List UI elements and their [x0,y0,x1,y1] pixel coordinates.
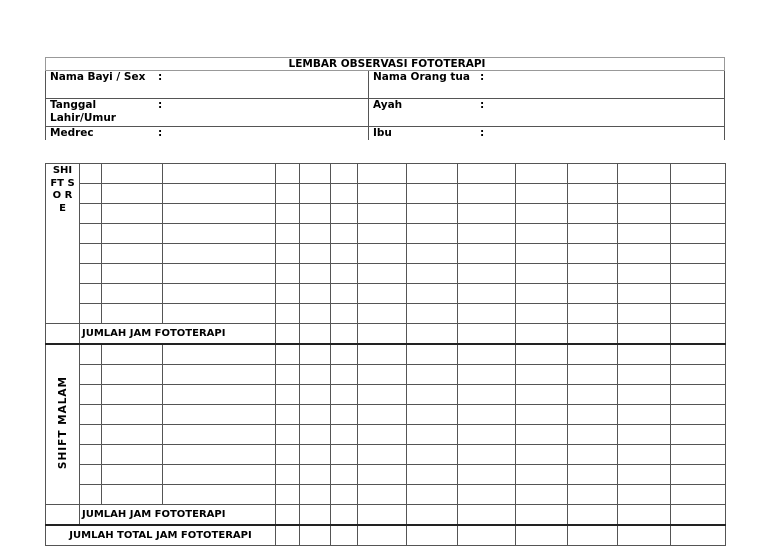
grid-cell[interactable] [276,304,300,324]
grid-cell[interactable] [618,465,671,485]
grid-cell[interactable] [458,304,516,324]
grid-cell[interactable] [458,284,516,304]
grid-cell[interactable] [618,385,671,405]
grid-cell[interactable] [671,525,726,546]
table-row [46,445,726,465]
grid-cell[interactable] [407,525,458,546]
grid-cell[interactable] [458,164,516,184]
grid-cell[interactable] [568,525,618,546]
field-label: Nama Bayi / Sex [50,71,146,83]
grid-cell[interactable] [618,344,671,365]
grid-cell[interactable] [358,425,407,445]
grid-cell[interactable] [358,264,407,284]
grid-cell[interactable] [102,365,163,385]
table-row [46,344,726,365]
grid-cell[interactable] [163,224,276,244]
grid-cell[interactable] [516,344,568,365]
grid-cell[interactable] [458,485,516,505]
grid-cell[interactable] [276,244,300,264]
grid-cell[interactable] [331,284,358,304]
grid-cell[interactable] [358,244,407,264]
grid-cell[interactable] [331,445,358,465]
grid-cell[interactable] [358,505,407,526]
grid-cell[interactable] [276,344,300,365]
grid-cell[interactable] [300,465,331,485]
grid-cell[interactable] [358,445,407,465]
grid-cell[interactable] [358,525,407,546]
grid-cell[interactable] [358,405,407,425]
table-row [46,365,726,385]
grid-cell[interactable] [80,304,102,324]
grid-cell[interactable] [671,264,726,284]
grid-cell[interactable] [568,304,618,324]
grid-cell[interactable] [458,405,516,425]
grid-cell[interactable] [276,365,300,385]
grid-cell[interactable] [407,505,458,526]
grid-cell[interactable] [80,365,102,385]
grid-cell[interactable] [276,445,300,465]
grid-cell[interactable] [300,264,331,284]
grid-cell[interactable] [163,425,276,445]
grid-cell[interactable] [102,304,163,324]
field-nama-orang-tua[interactable] [369,71,725,99]
grid-cell[interactable] [358,204,407,224]
grid-cell[interactable] [358,184,407,204]
grid-cell[interactable] [671,204,726,224]
grid-cell[interactable] [80,184,102,204]
grid-cell[interactable] [102,425,163,445]
grid-cell[interactable] [300,224,331,244]
grid-cell[interactable] [516,224,568,244]
grid-cell[interactable] [300,184,331,204]
grid-cell[interactable] [671,505,726,526]
grid-cell[interactable] [331,505,358,526]
table-row [46,204,726,224]
field-colon: : [158,99,163,111]
grid-cell[interactable] [276,425,300,445]
header-table [45,57,725,140]
grid-cell[interactable] [407,344,458,365]
grid-cell[interactable] [516,385,568,405]
grid-cell[interactable] [102,164,163,184]
grid-cell[interactable] [516,405,568,425]
grid-cell[interactable] [300,485,331,505]
grid-cell[interactable] [276,204,300,224]
grid-cell[interactable] [407,244,458,264]
sum-row-sore [46,324,726,345]
grid-cell[interactable] [163,485,276,505]
grid-cell[interactable] [163,405,276,425]
grid-cell[interactable] [671,465,726,485]
grid-cell[interactable] [331,164,358,184]
grid-cell[interactable] [276,264,300,284]
grid-cell[interactable] [458,465,516,485]
grid-cell[interactable] [618,244,671,264]
field-medrec[interactable] [46,127,369,141]
grid-cell[interactable] [358,365,407,385]
grid-cell[interactable] [276,485,300,505]
grid-cell[interactable] [407,264,458,284]
grid-cell[interactable] [80,244,102,264]
grid-cell[interactable] [163,445,276,465]
shift-sore-label: SHI FT SO RE [46,164,80,324]
grid-cell[interactable] [618,365,671,385]
grid-cell[interactable] [407,284,458,304]
grid-cell[interactable] [568,324,618,345]
grid-cell[interactable] [568,164,618,184]
grid-cell[interactable] [358,485,407,505]
grid-cell[interactable] [407,224,458,244]
grid-cell[interactable] [516,244,568,264]
field-label: Tanggal Lahir/Umur [50,99,116,124]
grid-cell[interactable] [618,184,671,204]
grid-cell[interactable] [516,485,568,505]
form-title: LEMBAR OBSERVASI FOTOTERAPI [46,58,725,71]
field-label: Ibu [373,127,392,139]
grid-cell[interactable] [80,425,102,445]
grid-cell[interactable] [671,304,726,324]
grid-cell[interactable] [80,204,102,224]
grid-cell[interactable] [407,164,458,184]
grid-cell[interactable] [102,445,163,465]
sum-label-sore: JUMLAH JAM FOTOTERAPI [80,324,276,345]
grid-cell[interactable] [102,224,163,244]
grid-cell[interactable] [516,425,568,445]
grid-cell[interactable] [331,405,358,425]
grid-cell[interactable] [458,224,516,244]
field-label: Nama Orang tua [373,71,470,83]
grid-cell[interactable] [102,385,163,405]
grid-cell[interactable] [80,485,102,505]
grid-cell[interactable] [276,184,300,204]
grid-cell[interactable] [331,224,358,244]
grid-cell[interactable] [671,164,726,184]
grid-cell[interactable] [407,204,458,224]
grid-cell[interactable] [618,224,671,244]
grid-cell[interactable] [407,365,458,385]
grid-cell[interactable] [331,304,358,324]
grid-cell[interactable] [671,385,726,405]
table-row [46,184,726,204]
grid-cell[interactable] [300,525,331,546]
grid-cell[interactable] [618,304,671,324]
grid-cell[interactable] [102,485,163,505]
grid-cell[interactable] [568,244,618,264]
grid-cell[interactable] [331,525,358,546]
grid-cell[interactable] [163,465,276,485]
grid-cell[interactable] [163,164,276,184]
grid-cell[interactable] [102,465,163,485]
field-label: Ayah [373,99,403,111]
grid-cell[interactable] [331,324,358,345]
shift-malam-label [46,344,80,505]
table-row [46,465,726,485]
grid-cell[interactable] [458,264,516,284]
grid-cell[interactable] [80,164,102,184]
grid-cell[interactable] [358,385,407,405]
grid-cell[interactable] [358,465,407,485]
grid-cell[interactable] [618,164,671,184]
grid-cell[interactable] [516,304,568,324]
grid-cell[interactable] [163,284,276,304]
grid-cell[interactable] [458,184,516,204]
grid-cell[interactable] [568,264,618,284]
grid-cell[interactable] [568,204,618,224]
table-row [46,485,726,505]
grid-cell[interactable] [163,244,276,264]
grid-cell[interactable] [102,264,163,284]
grid-cell[interactable] [331,365,358,385]
grid-cell[interactable] [276,385,300,405]
grid-cell[interactable] [276,405,300,425]
grid-cell[interactable] [671,445,726,465]
grid-cell[interactable] [568,184,618,204]
grid-cell[interactable] [80,445,102,465]
grid-cell[interactable] [671,224,726,244]
field-colon: : [480,127,485,139]
grid-cell[interactable] [568,465,618,485]
observation-grid [45,163,726,546]
grid-cell[interactable] [163,184,276,204]
grid-cell[interactable] [80,224,102,244]
grid-cell[interactable] [516,164,568,184]
grid-cell[interactable] [568,365,618,385]
grid-cell[interactable] [300,204,331,224]
grid-cell[interactable] [458,505,516,526]
grid-cell[interactable] [331,425,358,445]
grid-cell[interactable] [458,365,516,385]
grid-cell[interactable] [516,204,568,224]
grid-cell[interactable] [516,525,568,546]
grid-cell[interactable] [331,344,358,365]
table-row [46,164,726,184]
grid-cell[interactable] [80,284,102,304]
grid-cell[interactable] [618,505,671,526]
grid-cell[interactable] [407,324,458,345]
shift-malam-text: SHIFT MALAM [56,376,69,470]
sum-row-malam [46,505,726,526]
grid-cell[interactable] [80,465,102,485]
grid-cell[interactable] [618,445,671,465]
grid-cell[interactable] [300,445,331,465]
grid-cell[interactable] [358,344,407,365]
field-colon: : [158,127,163,139]
table-row [46,405,726,425]
grid-cell[interactable] [358,284,407,304]
grid-cell[interactable] [458,324,516,345]
field-ibu[interactable] [369,127,725,141]
grid-cell[interactable] [458,204,516,224]
table-row [46,244,726,264]
grid-cell[interactable] [618,264,671,284]
grid-cell[interactable] [671,485,726,505]
grid-cell[interactable] [163,264,276,284]
grid-cell[interactable] [276,465,300,485]
field-ayah[interactable] [369,99,725,127]
total-row [46,525,726,546]
grid-cell[interactable] [276,525,300,546]
field-label: Medrec [50,127,94,139]
grid-cell[interactable] [163,304,276,324]
grid-cell[interactable] [568,505,618,526]
sum-label-malam: JUMLAH JAM FOTOTERAPI [80,505,276,526]
grid-cell[interactable] [80,344,102,365]
grid-cell[interactable] [618,525,671,546]
grid-cell[interactable] [331,184,358,204]
grid-cell[interactable] [276,505,300,526]
grid-cell[interactable] [458,425,516,445]
grid-cell[interactable] [671,344,726,365]
grid-cell[interactable] [618,485,671,505]
grid-cell[interactable] [358,224,407,244]
grid-cell[interactable] [331,264,358,284]
grid-cell[interactable] [407,304,458,324]
grid-cell[interactable] [568,344,618,365]
grid-cell[interactable] [331,244,358,264]
total-label: JUMLAH TOTAL JAM FOTOTERAPI [46,525,276,546]
grid-cell[interactable] [163,365,276,385]
grid-cell[interactable] [163,385,276,405]
grid-cell[interactable] [163,344,276,365]
grid-cell[interactable] [458,385,516,405]
grid-cell[interactable] [358,304,407,324]
grid-cell[interactable] [276,164,300,184]
table-row [46,304,726,324]
grid-cell[interactable] [516,264,568,284]
field-tanggal-lahir[interactable] [46,99,369,127]
grid-cell[interactable] [331,485,358,505]
grid-cell[interactable] [516,284,568,304]
grid-cell[interactable] [276,284,300,304]
grid-cell[interactable] [671,324,726,345]
grid-cell[interactable] [300,405,331,425]
grid-cell[interactable] [516,184,568,204]
table-row [46,425,726,445]
grid-cell[interactable] [516,465,568,485]
grid-cell[interactable] [80,385,102,405]
grid-cell[interactable] [458,244,516,264]
field-colon: : [158,71,163,83]
grid-cell[interactable] [671,244,726,264]
grid-cell[interactable] [163,204,276,224]
field-colon: : [480,71,485,83]
grid-cell[interactable] [300,425,331,445]
grid-cell[interactable] [276,224,300,244]
grid-cell[interactable] [458,525,516,546]
grid-cell[interactable] [618,204,671,224]
grid-cell[interactable] [671,284,726,304]
grid-cell[interactable] [80,264,102,284]
grid-cell[interactable] [358,164,407,184]
grid-cell[interactable] [671,184,726,204]
grid-cell[interactable] [671,425,726,445]
grid-cell[interactable] [80,405,102,425]
table-row [46,284,726,304]
grid-cell[interactable] [300,505,331,526]
grid-cell[interactable] [300,244,331,264]
grid-cell[interactable] [568,425,618,445]
grid-cell[interactable] [407,445,458,465]
grid-cell[interactable] [407,385,458,405]
grid-cell[interactable] [300,365,331,385]
grid-cell[interactable] [618,284,671,304]
table-row [46,224,726,244]
grid-cell[interactable] [516,445,568,465]
grid-cell[interactable] [671,365,726,385]
grid-cell[interactable] [300,284,331,304]
grid-cell[interactable] [618,405,671,425]
grid-cell[interactable] [458,344,516,365]
grid-cell[interactable] [407,465,458,485]
grid-cell[interactable] [102,284,163,304]
grid-cell[interactable] [300,344,331,365]
grid-cell[interactable] [458,445,516,465]
grid-cell[interactable] [300,385,331,405]
grid-cell[interactable] [331,204,358,224]
grid-cell[interactable] [300,164,331,184]
grid-cell[interactable] [618,425,671,445]
grid-cell[interactable] [300,324,331,345]
grid-cell[interactable] [102,344,163,365]
grid-cell[interactable] [102,244,163,264]
grid-cell[interactable] [516,324,568,345]
table-row [46,264,726,284]
grid-cell[interactable] [102,405,163,425]
grid-cell[interactable] [568,405,618,425]
grid-cell[interactable] [102,184,163,204]
grid-cell[interactable] [516,365,568,385]
grid-cell[interactable] [331,465,358,485]
grid-cell[interactable] [671,405,726,425]
grid-cell[interactable] [276,324,300,345]
grid-cell[interactable] [618,324,671,345]
grid-cell[interactable] [568,224,618,244]
grid-cell[interactable] [568,385,618,405]
field-colon: : [480,99,485,111]
grid-cell[interactable] [102,204,163,224]
grid-cell[interactable] [516,505,568,526]
grid-cell[interactable] [568,284,618,304]
grid-cell[interactable] [407,425,458,445]
grid-cell[interactable] [300,304,331,324]
field-nama-bayi[interactable] [46,71,369,99]
grid-cell[interactable] [568,485,618,505]
grid-cell[interactable] [407,184,458,204]
grid-cell[interactable] [331,385,358,405]
grid-cell[interactable] [568,445,618,465]
table-row [46,385,726,405]
grid-cell[interactable] [407,485,458,505]
grid-cell[interactable] [407,405,458,425]
grid-cell[interactable] [358,324,407,345]
